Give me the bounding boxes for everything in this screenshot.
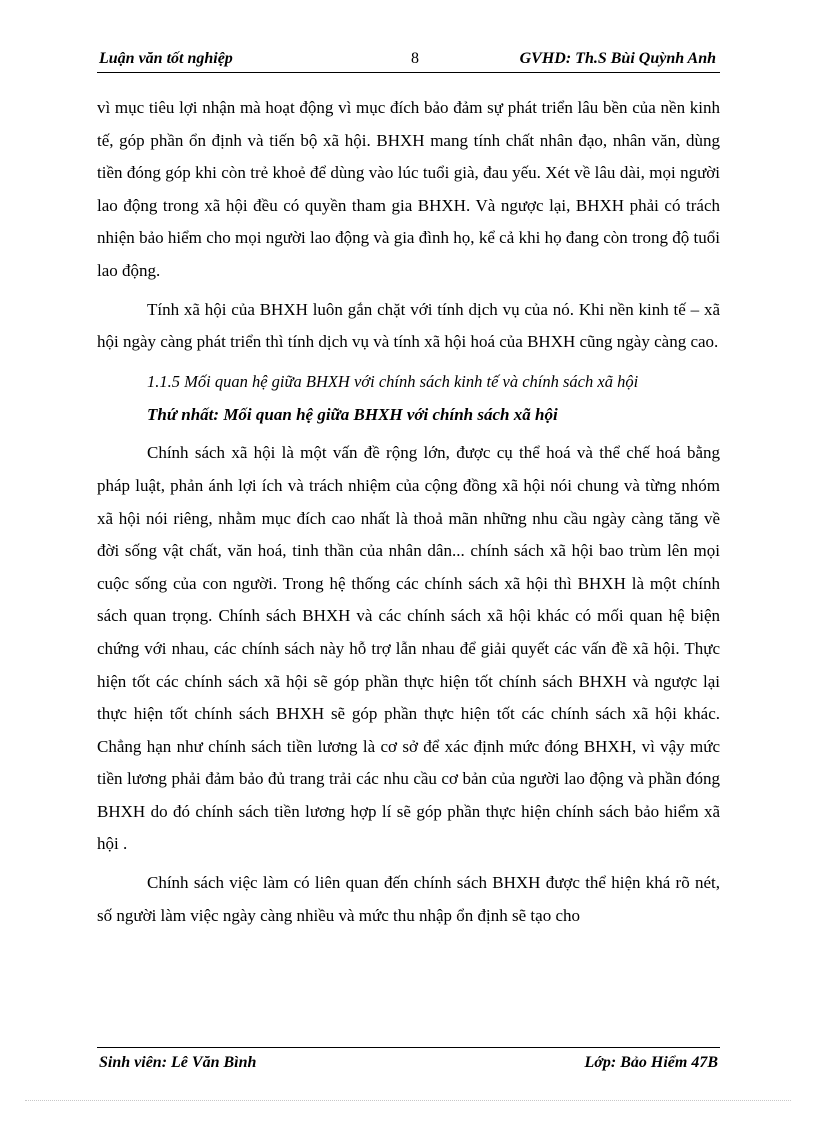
page-number: 8 xyxy=(411,50,419,67)
paragraph-1: vì mục tiêu lợi nhận mà hoạt động vì mục đích bảo đảm sự phát triển lâu bền của nền kinh tế, góp phần ổn định và tiến bộ xã hội. BHXH mang tính chất nhân đạo, nhân văn, dùng tiền đóng góp khi còn trẻ khoẻ để dùng vào lúc tuổi già, đau yếu. Xét về lâu dài, mọi người lao động trong xã hội đều có quyền tham gia BHXH. Và ngược lại, BHXH phải có trách nhiện bảo hiểm cho mọi người lao động và gia đình họ, kể cả khi họ đang còn trong độ tuổi lao động. xyxy=(97,98,720,280)
student-name: Sinh viên: Lê Văn Bình xyxy=(99,1054,257,1071)
class-name: Lớp: Bảo Hiểm 47B xyxy=(584,1054,718,1071)
paragraph-4: Chính sách việc làm có liên quan đến chính sách BHXH được thể hiện khá rõ nét, số người làm việc ngày càng nhiều và mức thu nhập ổn định sẽ tạo cho xyxy=(97,873,720,925)
page-boundary-line xyxy=(25,1100,791,1101)
advisor-name: GVHD: Th.S Bùi Quỳnh Anh xyxy=(519,50,716,67)
page-header xyxy=(97,50,720,73)
document-body xyxy=(97,92,720,938)
page-footer xyxy=(97,1047,720,1076)
paragraph-3: Chính sách xã hội là một vấn đề rộng lớn, được cụ thể hoá và thể chế hoá bằng pháp luật, phản ánh lợi ích và trách nhiệm của cộng đồng xã hội nói chung và từng nhóm xã hội nói riêng, nhằm mục đích cao nhất là thoả mãn những nhu cầu ngày càng tăng về đời sống vật chất, văn hoá, tinh thần của nhân dân... chính sách xã hội bao trùm lên mọi cuộc sống của con người. Trong hệ thống các chính sách xã hội thì BHXH là một chính sách quan trọng. Chính sách BHXH và các chính sách xã hội khác có mối quan hệ biện chứng với nhau, các chính sách này hỗ trợ lẫn nhau để giải quyết các vấn đề xã hội. Thực hiện tốt các chính sách xã hội sẽ góp phần thực hiện tốt chính sách BHXH và ngược lại thực hiện tốt chính sách BHXH sẽ góp phần thực hiện tốt các chính sách xã hội khác. Chẳng hạn như chính sách tiền lương là cơ sở để xác định mức đóng BHXH, vì vậy mức tiền lương phải đảm bảo đủ trang trải các nhu cầu cơ bản của người lao động và phần đóng BHXH do đó chính sách tiền lương hợp lí sẽ góp phần thực hiện chính sách bảo hiểm xã hội . xyxy=(97,443,720,854)
thesis-title: Luận văn tốt nghiệp xyxy=(99,50,233,67)
section-heading: 1.1.5 Mối quan hệ giữa BHXH với chính sách kinh tế và chính sách xã hội xyxy=(147,371,639,391)
subheading: Thứ nhất: Mối quan hệ giữa BHXH với chính sách xã hội xyxy=(147,404,558,424)
paragraph-2: Tính xã hội của BHXH luôn gắn chặt với tính dịch vụ của nó. Khi nền kinh tế – xã hội ngày càng phát triển thì tính dịch vụ và tính xã hội hoá của BHXH cũng ngày càng cao. xyxy=(97,299,720,352)
